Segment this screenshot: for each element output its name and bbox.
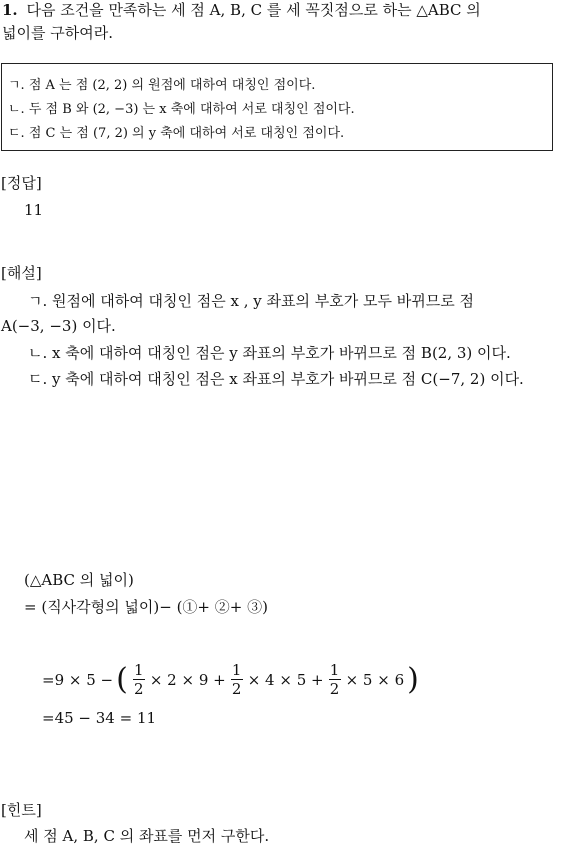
problem-line-1 bbox=[2, 0, 481, 20]
area-label: (△ABC 의 넓이) bbox=[24, 571, 134, 589]
condition-2: ㄴ. 두 점 B 와 (2, −3) 는 x 축에 대하여 서로 대칭인 점이다. bbox=[8, 102, 355, 117]
area-formula: = (직사각형의 넓이)− (①+ ②+ ③) bbox=[24, 598, 268, 616]
area-calculation bbox=[42, 662, 419, 697]
fraction-numerator: 1 bbox=[329, 661, 340, 679]
solution-line-4: ㄷ. y 축에 대하여 대칭인 점은 x 좌표의 부호가 바뀌므로 점 C(−7, 2) 이다. bbox=[28, 370, 524, 388]
hint-text: 세 점 A, B, C 의 좌표를 먼저 구한다. bbox=[24, 827, 270, 845]
problem-text-1: 다음 조건을 만족하는 세 점 A, B, C 를 세 꼭짓점으로 하는 △ABC 의 bbox=[26, 1, 481, 19]
term-2: × 4 × 5 + bbox=[247, 670, 324, 689]
fraction-denominator: 2 bbox=[231, 680, 242, 698]
fraction-denominator: 2 bbox=[329, 680, 340, 698]
problem-number: 1. bbox=[2, 1, 18, 19]
answer-value: 11 bbox=[24, 201, 44, 219]
condition-3: ㄷ. 점 C 는 점 (7, 2) 의 y 축에 대하여 서로 대칭인 점이다. bbox=[8, 126, 345, 141]
solution-heading: [해설] bbox=[1, 264, 42, 282]
condition-1: ㄱ. 점 A 는 점 (2, 2) 의 원점에 대하여 대칭인 점이다. bbox=[8, 78, 316, 93]
fraction-1 bbox=[133, 662, 145, 697]
fraction-3 bbox=[329, 662, 341, 697]
calc-result: =45 − 34 = 11 bbox=[42, 709, 157, 727]
fraction-denominator: 2 bbox=[134, 680, 144, 698]
fraction-numerator: 1 bbox=[231, 661, 242, 679]
solution-line-1: ㄱ. 원점에 대하여 대칭인 점은 x , y 좌표의 부호가 모두 바뀌므로 점 bbox=[28, 292, 474, 310]
hint-heading: [힌트] bbox=[1, 801, 42, 819]
fraction-2 bbox=[231, 662, 243, 697]
term-3: × 5 × 6 bbox=[345, 670, 405, 689]
close-paren: ) bbox=[407, 661, 419, 697]
term-1: × 2 × 9 + bbox=[149, 670, 226, 689]
solution-line-3: ㄴ. x 축에 대하여 대칭인 점은 y 좌표의 부호가 바뀌므로 점 B(2, 3) 이다. bbox=[28, 344, 511, 362]
solution-line-2: A(−3, −3) 이다. bbox=[1, 317, 116, 335]
calc-prefix: =9 × 5 − bbox=[42, 670, 114, 689]
problem-text-2: 넓이를 구하여라. bbox=[2, 24, 113, 42]
fraction-numerator: 1 bbox=[134, 661, 144, 679]
open-paren: ( bbox=[116, 661, 128, 697]
answer-heading: [정답] bbox=[1, 174, 42, 192]
